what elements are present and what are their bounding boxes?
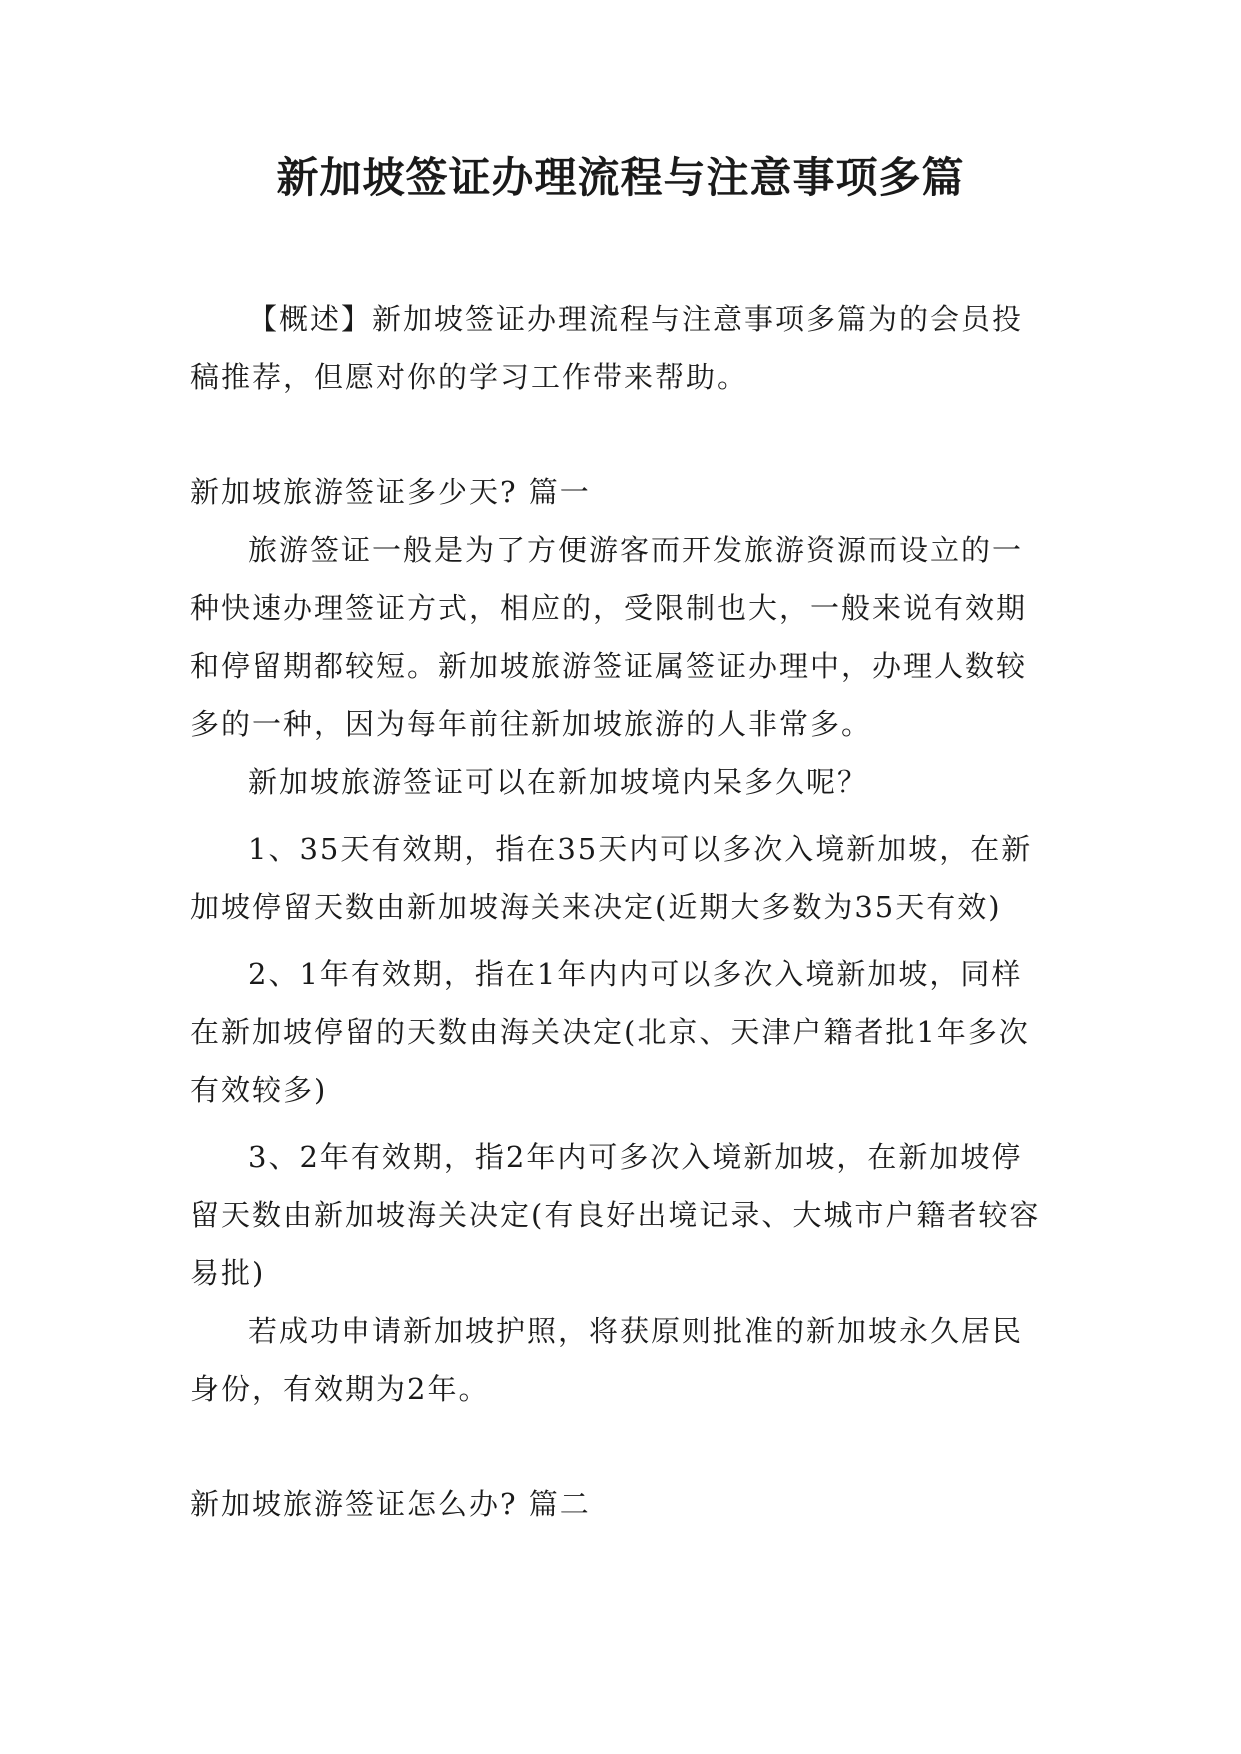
section1-paragraph: 3、2年有效期，指2年内可多次入境新加坡，在新加坡停留天数由新加坡海关决定(有良好出境记录、大城市户籍者较容易批) (190, 1140, 1041, 1290)
document-body (190, 290, 1050, 1533)
section-heading-2: 新加坡旅游签证怎么办? 篇二 (190, 1487, 591, 1521)
spacer (190, 811, 1050, 820)
document-title: 新加坡签证办理流程与注意事项多篇 (276, 153, 965, 202)
section1-paragraph: 旅游签证一般是为了方便游客而开发旅游资源而设立的一种快速办理签证方式，相应的，受限制也大，一般来说有效期和停留期都较短。新加坡旅游签证属签证办理中，办理人数较多的一种，因为每年前往新加坡旅游的人非常多。 (190, 533, 1028, 741)
spacer (190, 406, 1050, 463)
section1-paragraph: 2、1年有效期，指在1年内内可以多次入境新加坡，同样在新加坡停留的天数由海关决定(北京、天津户籍者批1年多次有效较多) (190, 957, 1030, 1107)
section1-paragraph: 新加坡旅游签证可以在新加坡境内呆多久呢？ (248, 765, 869, 799)
spacer (190, 1418, 1050, 1475)
summary-paragraph: 【概述】新加坡签证办理流程与注意事项多篇为的会员投稿推荐，但愿对你的学习工作带来帮助。 (190, 302, 1024, 394)
spacer (190, 936, 1050, 945)
section1-paragraph: 1、35天有效期，指在35天内可以多次入境新加坡，在新加坡停留天数由新加坡海关来决定(近期大多数为35天有效) (190, 832, 1033, 924)
spacer (190, 1119, 1050, 1128)
section-heading-1: 新加坡旅游签证多少天? 篇一 (190, 475, 591, 509)
section1-paragraph: 若成功申请新加坡护照，将获原则批准的新加坡永久居民身份，有效期为2年。 (190, 1314, 1024, 1406)
